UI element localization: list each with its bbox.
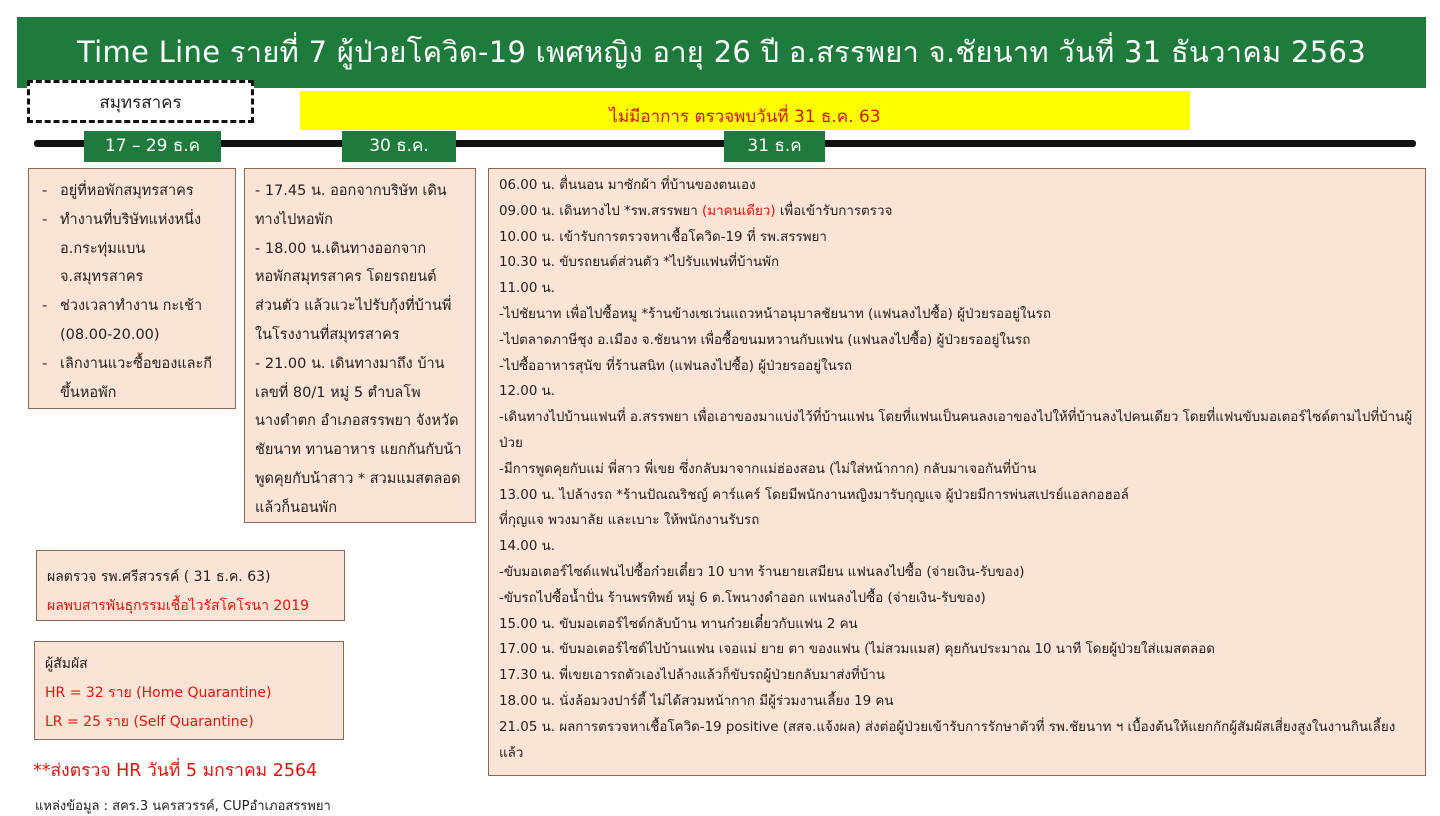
date-label-31: 31 ธ.ค	[724, 131, 825, 162]
list-item: 21.05 น. ผลการตรวจหาเชื้อโควิด-19 positive (สสจ.แจ้งผล) ส่งต่อผู้ป่วยเข้ารับการรักษาตัวที่ รพ.ชัยนาท ฯ เบื้องต้นให้แยกกักผู้สัมผัสเสี่ยงสูงในงานกินเลี้ยงแล้ว	[499, 719, 1396, 761]
list-item: 14.00 น.	[499, 539, 556, 555]
list-item: - ทำงานที่บริษัทแห่งหนึ่ง อ.กระทุ่มแบน จ.สมุทรสาคร	[35, 206, 229, 292]
test-result-box	[36, 550, 345, 621]
list-item: -ขับมอเตอร์ไซด์แฟนไปซื้อก๋วยเตี๋ยว 10 บาท ร้านยายเสมียน แฟนลงไปซื้อ (จ่ายเงิน-รับของ)	[499, 564, 1025, 580]
list-item: - 21.00 น. เดินทางมาถึง บ้านเลขที่ 80/1 หมู่ 5 ตำบลโพ นางดำตก อำเภอสรรพยา จังหวัดชัยนาท ทานอาหาร แยกกันกับน้า พูดคุยกับน้าสาว * สวมแมสตลอด แล้วก็นอนพัก	[255, 355, 462, 516]
date-label-17-29: 17 – 29 ธ.ค	[84, 131, 221, 162]
status-banner: ไม่มีอาการ ตรวจพบวันที่ 31 ธ.ค. 63	[300, 91, 1190, 130]
list-item: -ไปตลาดภาษีชุง อ.เมือง จ.ชัยนาท เพื่อซื้อขนมหวานกับแฟน (แฟนลงไปซื้อ) ผู้ป่วยรออยู่ในรถ	[499, 332, 1031, 348]
date-label-30: 30 ธ.ค.	[342, 131, 456, 162]
list-item: - ช่วงเวลาทำงาน กะเช้า (08.00-20.00)	[35, 292, 229, 350]
list-item: -ขับรถไปซื้อน้ำปั่น ร้านพรทิพย์ หมู่ 6 ต.โพนางดำออก แฟนลงไปซื้อ (จ่ายเงิน-รับของ)	[499, 590, 986, 606]
page-title: Time Line รายที่ 7 ผู้ป่วยโควิด-19 เพศหญิง อายุ 26 ปี อ.สรรพยา จ.ชัยนาท วันที่ 31 ธันวาคม 2563	[17, 17, 1426, 88]
list-item: -มีการพูดคุยกับแม่ พี่สาว พี่เขย ซึ่งกลับมาจากแม่ฮ่องสอน (ไม่ใส่หน้ากาก) กลับมาเจอกันที่บ้าน	[499, 461, 1037, 477]
list-item: 10.00 น. เข้ารับการตรวจหาเชื้อโควิด-19 ที่ รพ.สรรพยา	[499, 229, 827, 245]
test-result-label: ผลตรวจ รพ.ศรีสวรรค์ ( 31 ธ.ค. 63)	[47, 569, 271, 585]
timeline-box-17-29	[28, 168, 236, 409]
list-item: 17.30 น. พี่เขยเอารถตัวเองไปล้างแล้วก็ขับรถผู้ป่วยกลับมาส่งที่บ้าน	[499, 668, 885, 684]
contacts-hr: HR = 32 ราย (Home Quarantine)	[45, 685, 272, 701]
list-item: ที่กุญแจ พวงมาลัย และเบาะ ให้พนักงานรับรถ	[499, 513, 760, 529]
list-item-text: เพื่อเข้ารับการตรวจ	[775, 203, 893, 219]
alone-note: (มาคนเดียว)	[702, 203, 776, 219]
test-result-value: ผลพบสารพันธุกรรมเชื้อไวรัสโคโรนา 2019	[47, 598, 310, 614]
contacts-box	[34, 641, 344, 740]
list-item: -เดินทางไปบ้านแฟนที่ อ.สรรพยา เพื่อเอาของมาแบ่งไว้ที่บ้านแฟน โดยที่แฟนเป็นคนลงเอาของไปให้ที่บ้านลงไปคนเดียว โดยที่แฟนขับมอเตอร์ไซด์ตามไปที่บ้านผู้ป่วย	[499, 410, 1413, 451]
source-note: แหล่งข้อมูล : สคร.3 นครสวรรค์, CUPอำเภอสรรพยา	[35, 799, 331, 814]
list-item: 17.00 น. ขับมอเตอร์ไซด์ไปบ้านแฟน เจอแม่ ยาย ตา ของแฟน (ไม่สวมแมส) คุยกันประมาณ 10 นาที โดยผู้ป่วยใส่แมสตลอด	[499, 642, 1215, 658]
list-item: 15.00 น. ขับมอเตอร์ไซด์กลับบ้าน ทานก๋วยเตี๋ยวกับแฟน 2 คน	[499, 616, 858, 632]
list-item: 10.30 น. ขับรถยนต์ส่วนตัว *ไปรับแฟนที่บ้านพัก	[499, 255, 780, 271]
list-item: -ไปซื้ออาหารสุนัข ที่ร้านสนิท (แฟนลงไปซื้อ) ผู้ป่วยรออยู่ในรถ	[499, 358, 853, 374]
recheck-note: **ส่งตรวจ HR วันที่ 5 มกราคม 2564	[33, 761, 318, 781]
timeline-box-31	[488, 168, 1426, 776]
location-label: สมุทรสาคร	[27, 80, 254, 123]
list-item: - 17.45 น. ออกจากบริษัท เดินทางไปหอพัก	[255, 183, 447, 228]
list-item: - เลิกงานแวะซื้อของและกี ขึ้นหอพัก	[35, 350, 229, 408]
timeline-box-30	[244, 168, 476, 523]
list-item: 13.00 น. ไปล้างรถ *ร้านปัณณริชญ์ คาร์แคร์ โดยมีพนักงานหญิงมารับกุญแจ ผู้ป่วยมีการพ่นสเปรย์แอลกอฮอล์	[499, 487, 1129, 503]
list-item-text: 09.00 น. เดินทางไป *รพ.สรรพยา	[499, 203, 703, 219]
list-item: - อยู่ที่หอพักสมุทรสาคร	[35, 177, 229, 206]
list-item: 11.00 น.	[499, 281, 556, 297]
list-item: 12.00 น.	[499, 384, 556, 400]
contacts-label: ผู้สัมผัส	[45, 656, 88, 672]
list-item: - 18.00 น.เดินทางออกจาก หอพักสมุทรสาคร โดยรถยนต์ ส่วนตัว แล้วแวะไปรับกุ้งที่บ้านพี่ ในโรงงานที่สมุทรสาคร	[255, 240, 452, 343]
list-item: 18.00 น. นั่งล้อมวงปาร์ตี้ ไม่ได้สวมหน้ากาก มีผู้ร่วมงานเลี้ยง 19 คน	[499, 693, 894, 709]
list-item: 06.00 น. ตื่นนอน มาซักผ้า ที่บ้านของตนเอง	[499, 178, 756, 193]
list-item	[499, 199, 1415, 225]
activity-list	[35, 177, 229, 407]
list-item: -ไปชัยนาท เพื่อไปซื้อหมู *ร้านข้างเซเว่นแถวหน้าอนุบาลชัยนาท (แฟนลงไปซื้อ) ผู้ป่วยรออยู่ในรถ	[499, 306, 1051, 322]
contacts-lr: LR = 25 ราย (Self Quarantine)	[45, 714, 254, 730]
